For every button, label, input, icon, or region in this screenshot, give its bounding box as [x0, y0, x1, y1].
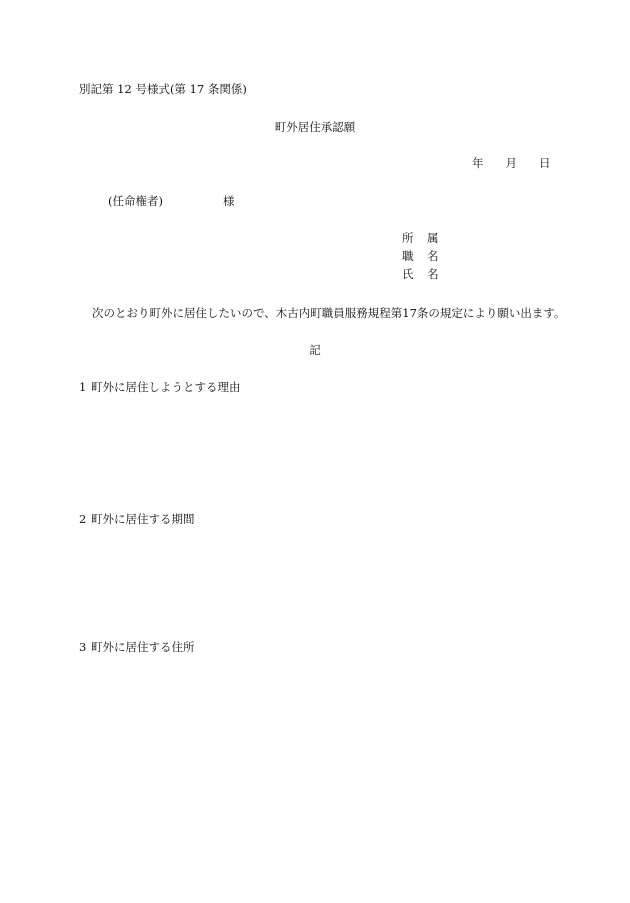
addressee-honorific: 様 — [222, 194, 235, 208]
item-period — [79, 512, 195, 526]
name-label-2: 名 — [427, 267, 439, 281]
addressee — [108, 194, 234, 208]
affiliation-label-2: 属 — [427, 231, 439, 245]
record-heading: 記 — [309, 343, 321, 357]
date-day-label: 日 — [539, 156, 551, 170]
job-label-1: 職 — [402, 249, 414, 263]
request-statement: 次のとおり町外に居住したいので、木古内町職員服務規程第17条の規定により願い出ます。 — [92, 306, 566, 320]
date-year-label: 年 — [472, 156, 484, 170]
item-number: 2 — [79, 512, 87, 526]
document-title: 町外居住承認願 — [274, 120, 356, 134]
applicant-name — [402, 267, 439, 281]
applicant-affiliation — [402, 231, 439, 245]
item-number: 1 — [79, 380, 87, 394]
job-label-2: 名 — [427, 249, 439, 263]
item-label: 町外に居住する住所 — [91, 640, 195, 654]
date-month-label: 月 — [505, 156, 517, 170]
item-reason — [79, 380, 241, 394]
addressee-authority: (任命権者) — [108, 194, 163, 208]
item-number: 3 — [79, 640, 87, 654]
item-label: 町外に居住する期間 — [91, 512, 195, 526]
affiliation-label-1: 所 — [402, 231, 414, 245]
name-label-1: 氏 — [402, 267, 414, 281]
item-label: 町外に居住しようとする理由 — [91, 380, 241, 394]
form-identifier: 別記第 12 号様式(第 17 条関係) — [79, 82, 247, 96]
applicant-job-title — [402, 249, 439, 263]
item-address — [79, 640, 195, 654]
date-row — [472, 156, 551, 170]
